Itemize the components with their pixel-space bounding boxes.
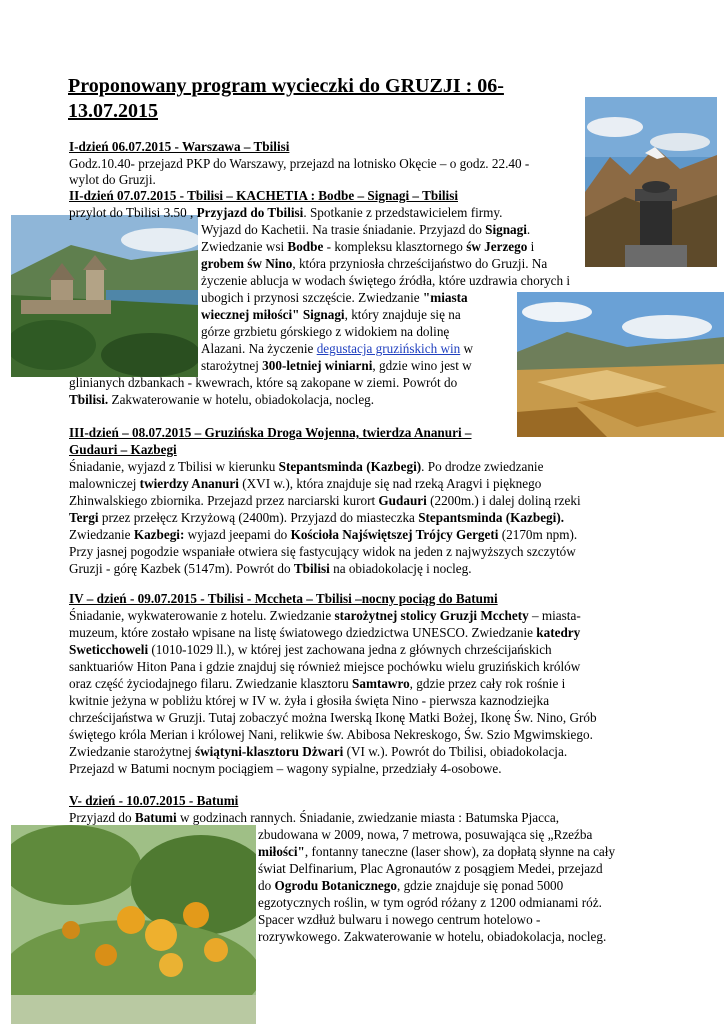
text: . xyxy=(526,222,531,237)
text: Signagi xyxy=(485,222,527,237)
text: (VI w.). Powrót do Tbilisi, obiadokolacja. xyxy=(343,744,568,759)
fortress-lake-photo xyxy=(11,215,198,377)
day3-heading-line2: Gudauri – Kazbegi xyxy=(69,442,177,457)
text: oraz część życiodajnego filaru. Zwiedzanie klasztoru xyxy=(69,676,353,691)
text: malowniczej xyxy=(69,476,140,491)
day2-line11: glinianych dzbankach - kwewrach, które są zakopane w ziemi. Powrót do xyxy=(69,375,458,390)
text: Bodbe xyxy=(287,239,324,254)
text: Stepantsminda (Kazbegi). xyxy=(418,510,565,525)
day2-line8: górze grzbietu górskiego z widokiem na dolinę xyxy=(201,324,450,339)
day4-line10: Przejazd w Batumi nocnym pociągiem – wagony sypialne, przedziały 4-osobowe. xyxy=(69,761,502,776)
text: starożytnej xyxy=(201,358,263,373)
text: grobem św Nino xyxy=(201,256,293,271)
text: (1010-1029 ll.), w której jest zachowana jedna z głównych chrześcijańskich xyxy=(148,642,552,657)
day2-line1 xyxy=(69,204,502,221)
text: . Spotkanie z przedstawicielem firmy. xyxy=(303,205,503,220)
text: na obiadokolację i nocleg. xyxy=(329,561,472,576)
text: – miasta- xyxy=(528,608,581,623)
text: Kazbegi: xyxy=(133,527,185,542)
text: przez przełęcz Krzyżową (2400m). Przyjazd do miasteczka xyxy=(98,510,419,525)
text: . Po drodze zwiedzanie xyxy=(421,459,544,474)
text: Śniadanie, wyjazd z Tbilisi w kierunku xyxy=(69,459,279,474)
text: 300-letniej winiarni xyxy=(262,358,373,373)
text: starożytnej stolicy Gruzji Mcchety xyxy=(334,608,529,623)
day4-line4: sanktuariów Hiton Pana i gdzie znajduj się również miejsce pochówku wielu gruzińskich królów xyxy=(69,659,581,674)
text: wyjazd jeepami do xyxy=(184,527,291,542)
text: (XVI w.), która znajduje się nad rzeką Aragvi i pięknego xyxy=(238,476,542,491)
text: Zakwaterowanie w hotelu, obiadokolacja, nocleg. xyxy=(108,392,375,407)
text: w godzinach rannych. Śniadanie, zwiedzanie miasta : Batumska Pjacca, xyxy=(176,810,559,825)
title-line-2: 13.07.2015 xyxy=(68,100,158,122)
day2-line6 xyxy=(201,289,468,306)
text: Tbilisi xyxy=(293,561,330,576)
day2-heading: II-dzień 07.07.2015 - Tbilisi – KACHETIA : Bodbe – Signagi – Tbilisi xyxy=(69,188,458,203)
day4-line2 xyxy=(69,624,580,641)
text: św Jerzego xyxy=(466,239,528,254)
day5-line1 xyxy=(69,809,559,826)
day5-line2: zbudowana w 2009, nowa, 7 metrowa, posuwająca się „Rzeźba xyxy=(258,827,593,842)
page-title xyxy=(68,74,568,124)
day3-line3 xyxy=(69,492,581,509)
text: przylot do Tbilisi 3.50 , xyxy=(69,205,197,220)
text: , gdzie znajduje się ponad 5000 xyxy=(396,878,564,893)
day5-line3 xyxy=(258,843,615,860)
day2-line9 xyxy=(201,340,473,357)
text: Zwiedzanie starożytnej xyxy=(69,744,195,759)
text: "miasta xyxy=(422,290,468,305)
day1-heading: I-dzień 06.07.2015 - Warszawa – Tbilisi xyxy=(69,139,290,154)
day5-line4: świat Delfinarium, Plac Agronautów z posągiem Medei, przejazd xyxy=(258,861,603,876)
text: muzeum, które zostało wpisane na listę światowego dziedzictwa UNESCO. Zwiedzanie xyxy=(69,625,537,640)
day4-heading: IV – dzień - 09.07.2015 - Tbilisi - Mccheta – Tbilisi –nocny pociąg do Batumi xyxy=(69,591,498,606)
text: Tergi xyxy=(69,510,99,525)
wine-tasting-link[interactable]: degustacja gruzińskich win xyxy=(316,341,461,356)
day4-line7: chrześcijaństwa w Gruzji. Tutaj zobaczyć można Iwerską Ikonę Matki Bożej, Ikonę Św. Nino, Grób xyxy=(69,710,597,725)
text: miłości" xyxy=(258,844,305,859)
text: Śniadanie, wykwaterowanie z hotelu. Zwiedzanie xyxy=(69,608,335,623)
day2-line3 xyxy=(201,238,534,255)
text: świątyni-klasztoru Dżwari xyxy=(194,744,344,759)
day2-line5: życzenie ablucja w wodach świętego źródła, które uzdrawia chorych i xyxy=(201,273,571,288)
text: (2200m.) i dalej doliną rzeki xyxy=(426,493,581,508)
day3-line7 xyxy=(69,560,472,577)
day3-line2 xyxy=(69,475,541,492)
text: Wyjazd do Kachetii. Na trasie śniadanie. Przyjazd do xyxy=(201,222,486,237)
day2-line12 xyxy=(69,391,374,408)
day4-line5 xyxy=(69,675,565,692)
text: (2170m npm). xyxy=(498,527,578,542)
text: twierdzy Ananuri xyxy=(139,476,239,491)
day2-line4 xyxy=(201,255,547,272)
day3-line1 xyxy=(69,458,543,475)
text: Kościoła Najświętszej Trójcy Gergeti xyxy=(290,527,499,542)
text: katedry xyxy=(536,625,581,640)
day1-line1: Godz.10.40- przejazd PKP do Warszawy, przejazd na lotnisko Okęcie – o godz. 22.40 - xyxy=(69,156,530,171)
text: do xyxy=(258,878,275,893)
text: Przyjazd do Tbilisi xyxy=(196,205,304,220)
day3-line5 xyxy=(69,526,577,543)
text: ubogich i przynosi szczęście. Zwiedzanie xyxy=(201,290,423,305)
text: , który znajduje się na xyxy=(344,307,461,322)
text: Signagi xyxy=(302,307,345,322)
text: i xyxy=(527,239,535,254)
text: Tbilisi. xyxy=(69,392,109,407)
day2-line2 xyxy=(201,221,530,238)
text: w xyxy=(460,341,474,356)
mineral-terraces-photo xyxy=(517,292,724,437)
text: , fontanny taneczne (laser show), za dopłatą słynne na cały xyxy=(304,844,616,859)
text: - kompleksu klasztornego xyxy=(323,239,467,254)
text: Batumi xyxy=(134,810,177,825)
text: , która przyniosła chrześcijaństwo do Gruzji. Na xyxy=(292,256,548,271)
day1-line2: wylot do Gruzji. xyxy=(69,172,156,187)
text: Alazani. Na życzenie xyxy=(201,341,317,356)
day4-line6: kwitnie jeżyna w pobliżu której w IV w. żyła i głosiła święta Nino - pierwsza kaznodziejka xyxy=(69,693,550,708)
day5-heading: V- dzień - 10.07.2015 - Batumi xyxy=(69,793,239,808)
title-line-1: Proponowany program wycieczki do GRUZJI : 06- xyxy=(68,75,504,97)
text: Gudauri xyxy=(378,493,427,508)
day5-line8: rozrywkowego. Zakwaterowanie w hotelu, obiadokolacja, nocleg. xyxy=(258,929,607,944)
text: Przyjazd do xyxy=(69,810,135,825)
day5-line6: egzotycznych roślin, w tym ogród różany z 1200 odmianami róż. xyxy=(258,895,602,910)
day5-line7: Spacer wzdłuż bulwaru i nowego centrum hotelowo - xyxy=(258,912,541,927)
text: Samtawro xyxy=(352,676,410,691)
mountain-monument-photo xyxy=(585,97,717,267)
day2-line10 xyxy=(201,357,472,374)
text: Zwiedzanie wsi xyxy=(201,239,288,254)
text: , gdzie przez cały rok rośnie i xyxy=(409,676,566,691)
day4-line1 xyxy=(69,607,581,624)
citrus-tree-photo xyxy=(11,825,256,1024)
text: Gruzji - górę Kazbek (5147m). Powrót do xyxy=(69,561,294,576)
text: Stepantsminda (Kazbegi) xyxy=(278,459,422,474)
text: Sweticchoweli xyxy=(69,642,149,657)
text: , gdzie wino jest w xyxy=(372,358,472,373)
text: wiecznej miłości" xyxy=(201,307,300,322)
text: Ogrodu Botanicznego xyxy=(274,878,397,893)
day3-line4 xyxy=(69,509,564,526)
day4-line3 xyxy=(69,641,552,658)
day2-line7 xyxy=(201,306,461,323)
day4-line9 xyxy=(69,743,567,760)
day3-heading-line1: III-dzień – 08.07.2015 – Gruzińska Droga Wojenna, twierdza Ananuri – xyxy=(69,425,472,440)
day3-line6: Przy jasnej pogodzie wspaniałe otwiera się fastycujący widok na jeden z najwyższych szczytów xyxy=(69,544,576,559)
day5-line5 xyxy=(258,877,563,894)
text: Zwiedzanie xyxy=(69,527,134,542)
text: Zhinwalskiego zbiornika. Przejazd przez narciarski kurort xyxy=(69,493,379,508)
day4-line8: świętego króla Merian i królowej Nani, relikwie św. Abibosa Nekreskogo, Św. Szio Mgwimskiego. xyxy=(69,727,593,742)
